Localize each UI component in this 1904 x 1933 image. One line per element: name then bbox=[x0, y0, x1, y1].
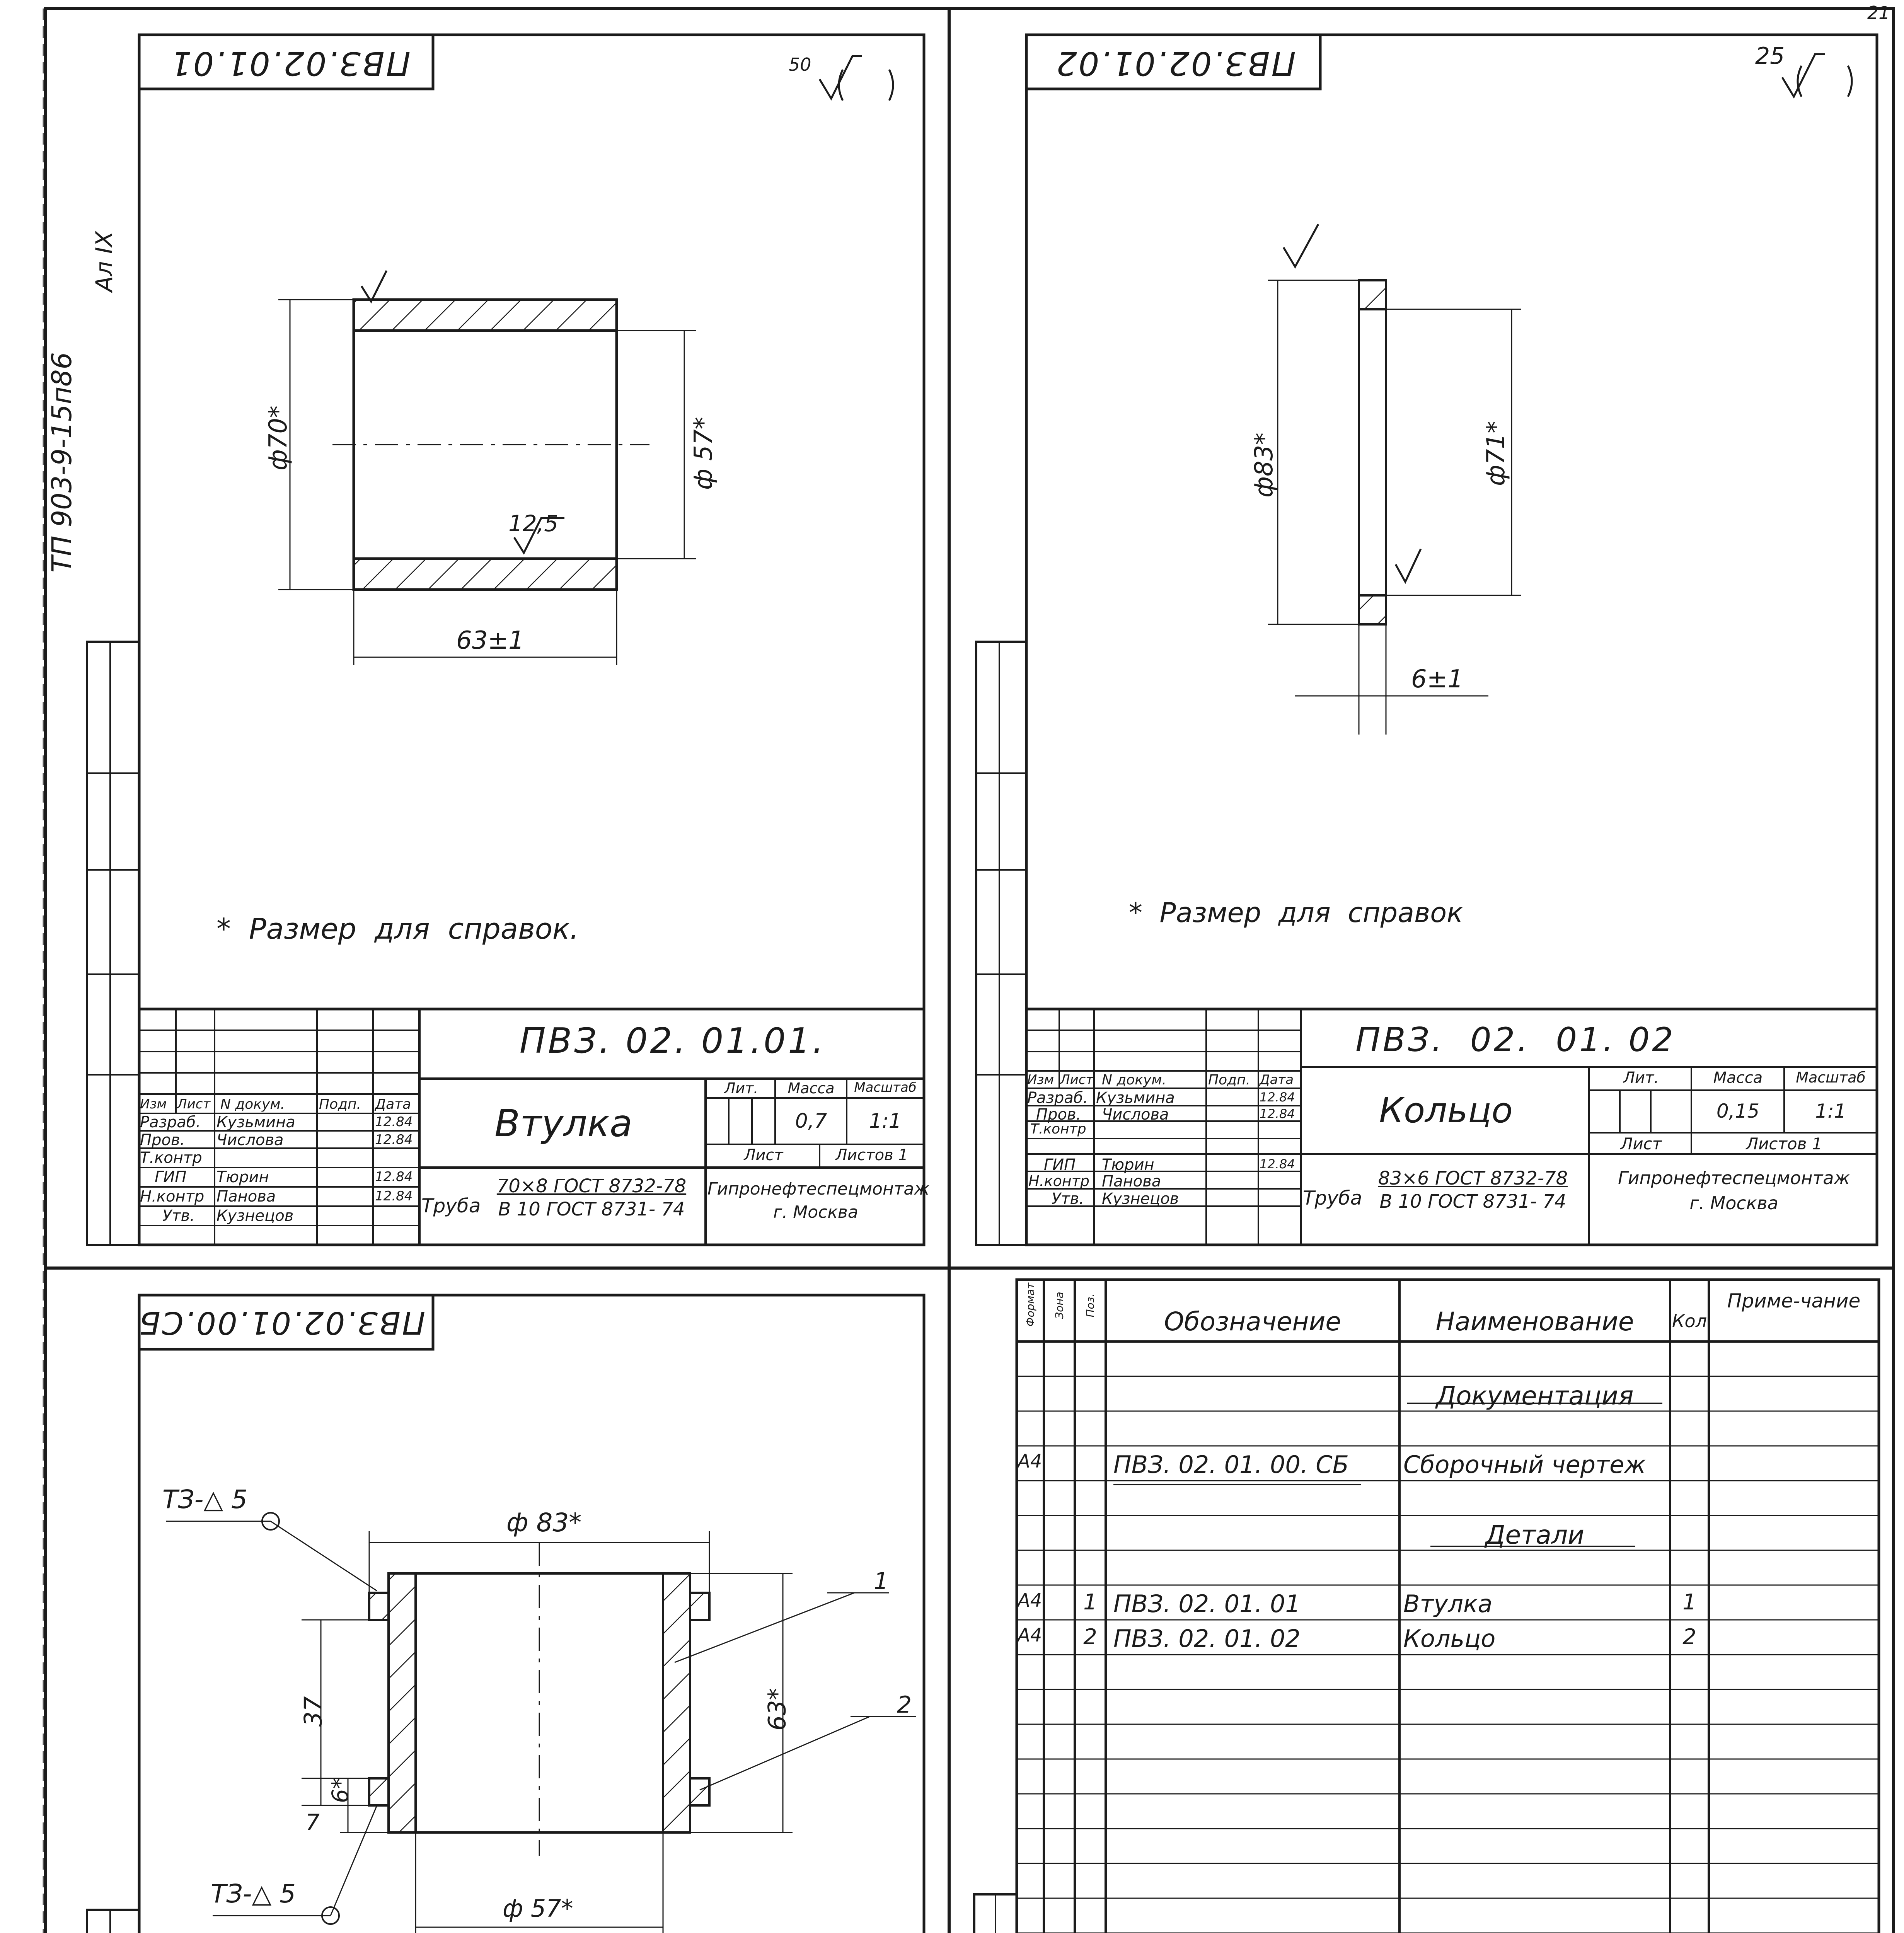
q3-dim-37: 37 bbox=[299, 1696, 327, 1727]
q1-note: * Размер для справок. bbox=[216, 912, 579, 946]
spec-row-poz: 1 bbox=[1083, 1590, 1097, 1615]
q2-ndokum-label: N докум. bbox=[1102, 1072, 1166, 1088]
spec-header-prim: Приме-чание bbox=[1727, 1290, 1861, 1312]
q1-ndokum-label: N докум. bbox=[220, 1096, 285, 1112]
q1-prov: Пров. bbox=[140, 1131, 185, 1149]
q1-list-label: Лист bbox=[744, 1146, 783, 1164]
q1-utv-name: Кузнецов bbox=[216, 1207, 294, 1225]
spec-row-oboz: ПВЗ. 02. 01. 00. СБ bbox=[1113, 1451, 1349, 1479]
q2-razrab-name: Кузьмина bbox=[1096, 1089, 1175, 1107]
spec-row-kol: 2 bbox=[1682, 1624, 1696, 1650]
q1-razrab-date: 12.84 bbox=[375, 1114, 413, 1130]
q1-material-1: 70×8 ГОСТ 8732-78 bbox=[496, 1175, 687, 1197]
q2-designation: ПВЗ. 02. 01. 02 bbox=[1355, 1021, 1676, 1059]
q3-weld-bottom: ТЗ-△ 5 bbox=[211, 1879, 296, 1909]
q2-org: Гипронефтеспецмонтаж bbox=[1618, 1168, 1850, 1188]
q1-razrab: Разраб. bbox=[140, 1113, 201, 1131]
spec-row-oboz: ПВЗ. 02. 01. 01 bbox=[1113, 1590, 1301, 1618]
q2-tkontr: Т.контр bbox=[1030, 1121, 1086, 1137]
q1-izm-label: Изм bbox=[140, 1096, 167, 1112]
spec-row-naim: Втулка bbox=[1403, 1590, 1493, 1618]
q2-material-1: 83×6 ГОСТ 8732-78 bbox=[1378, 1168, 1568, 1189]
q2-utv-name: Кузнецов bbox=[1102, 1190, 1179, 1208]
q3-pos-1: 1 bbox=[874, 1568, 889, 1595]
q3-dim-height: 63* bbox=[763, 1688, 791, 1731]
q1-masshtab-value: 1:1 bbox=[869, 1110, 902, 1133]
q2-city: г. Москва bbox=[1689, 1193, 1778, 1214]
q1-material-prefix: Труба bbox=[421, 1195, 481, 1217]
q1-designation: ПВЗ. 02. 01.01. bbox=[519, 1021, 826, 1061]
q1-gip-date: 12.84 bbox=[375, 1169, 413, 1185]
album-number: Ал IX bbox=[91, 231, 118, 292]
q2-lit-label: Лит. bbox=[1623, 1069, 1659, 1087]
q1-nkontr-name: Панова bbox=[216, 1188, 276, 1205]
q1-name: Втулка bbox=[494, 1102, 632, 1145]
q2-gip: ГИП bbox=[1044, 1156, 1076, 1174]
q1-nkontr-date: 12.84 bbox=[375, 1188, 413, 1204]
spec-row-oboz: ПВЗ. 02. 01. 02 bbox=[1113, 1624, 1301, 1653]
q1-massa-value: 0,7 bbox=[795, 1110, 827, 1133]
q1-code-rotated: ПВЗ.02.01.01 bbox=[169, 44, 411, 82]
q1-listov-value: 1 bbox=[898, 1146, 908, 1164]
q1-roughness-inner: 12,5 bbox=[508, 510, 559, 537]
q2-list-col-label: Лист bbox=[1060, 1072, 1094, 1088]
q1-data-label: Дата bbox=[375, 1096, 411, 1112]
q2-massa-label: Масса bbox=[1713, 1069, 1763, 1087]
q2-list-label: Лист bbox=[1620, 1134, 1662, 1153]
q1-podp-label: Подп. bbox=[319, 1096, 361, 1112]
q2-masshtab-value: 1:1 bbox=[1815, 1100, 1846, 1122]
q2-izm-label: Изм bbox=[1027, 1072, 1054, 1088]
q1-city: г. Москва bbox=[773, 1202, 858, 1222]
spec-row-format: А4 bbox=[1018, 1624, 1042, 1646]
spec-header-kol: Кол bbox=[1672, 1311, 1707, 1331]
q2-material-prefix: Труба bbox=[1303, 1187, 1362, 1209]
spec-row-naim: Документация bbox=[1436, 1381, 1634, 1411]
q1-utv: Утв. bbox=[162, 1207, 195, 1225]
q2-dim-width: 6±1 bbox=[1411, 665, 1464, 694]
q2-razrab: Разраб. bbox=[1027, 1089, 1088, 1107]
spec-row-format: А4 bbox=[1018, 1451, 1042, 1472]
q1-org: Гипронефтеспецмонтаж bbox=[707, 1179, 929, 1199]
q1-dim-length: 63±1 bbox=[456, 626, 524, 655]
spec-header-poz: Поз. bbox=[1084, 1293, 1097, 1318]
q2-listov-value: 1 bbox=[1812, 1134, 1822, 1153]
q1-dim-outer: ф70* bbox=[264, 405, 293, 470]
q3-dim-6: 6* bbox=[327, 1778, 353, 1803]
spec-row-naim: Сборочный чертеж bbox=[1403, 1451, 1646, 1479]
spec-header-naim: Наименование bbox=[1435, 1307, 1634, 1336]
q2-prov: Пров. bbox=[1036, 1106, 1081, 1123]
q1-prov-date: 12.84 bbox=[375, 1132, 413, 1147]
q1-list-col-label: Лист bbox=[177, 1096, 211, 1112]
q3-dim-inner: ф 57* bbox=[503, 1894, 573, 1923]
q1-prov-name: Числова bbox=[216, 1131, 284, 1149]
project-code: ТП 903-9-15п86 bbox=[46, 352, 78, 573]
q1-tkontr: Т.контр bbox=[140, 1149, 202, 1167]
q3-pos-2: 2 bbox=[897, 1691, 912, 1718]
q2-name: Кольцо bbox=[1379, 1090, 1513, 1131]
q2-prov-name: Числова bbox=[1102, 1106, 1169, 1123]
q3-dim-7: 7 bbox=[305, 1809, 320, 1836]
q1-razrab-name: Кузьмина bbox=[216, 1113, 295, 1131]
sheet-number: 21 bbox=[1867, 2, 1890, 23]
q2-utv: Утв. bbox=[1052, 1190, 1084, 1208]
q1-dim-inner: ф 57* bbox=[689, 417, 718, 490]
q2-roughness-value: 25 bbox=[1755, 43, 1785, 70]
spec-row-poz: 2 bbox=[1083, 1624, 1097, 1650]
q2-data-label: Дата bbox=[1260, 1072, 1294, 1088]
q2-gip-date: 12.84 bbox=[1260, 1157, 1295, 1171]
spec-row-format: А4 bbox=[1018, 1590, 1042, 1611]
spec-row-naim: Детали bbox=[1485, 1520, 1585, 1550]
q1-roughness-value: 50 bbox=[789, 54, 811, 75]
spec-row-kol: 1 bbox=[1682, 1590, 1696, 1615]
q3-weld-top: ТЗ-△ 5 bbox=[162, 1485, 248, 1514]
q2-dim-outer: ф83* bbox=[1250, 432, 1278, 498]
spec-header-zona: Зона bbox=[1053, 1292, 1066, 1319]
spec-row-naim: Кольцо bbox=[1403, 1624, 1496, 1653]
q2-prov-date: 12.84 bbox=[1260, 1106, 1295, 1121]
q2-gip-name: Тюрин bbox=[1102, 1156, 1154, 1174]
q1-lit-label: Лит. bbox=[724, 1080, 759, 1097]
q2-material-2: В 10 ГОСТ 8731- 74 bbox=[1379, 1191, 1566, 1212]
q2-dim-inner: ф71* bbox=[1482, 421, 1510, 486]
q3-code-rotated: ПВЗ.02.01.00.СБ bbox=[137, 1305, 425, 1341]
q1-listov-word: Листов bbox=[835, 1146, 893, 1164]
spec-header-oboz: Обозначение bbox=[1164, 1307, 1341, 1336]
q1-gip: ГИП bbox=[155, 1168, 187, 1186]
q1-massa-label: Масса bbox=[788, 1080, 835, 1097]
q2-code-rotated: ПВЗ.02.01.02 bbox=[1055, 44, 1296, 82]
q2-masshtab-label: Масштаб bbox=[1796, 1069, 1866, 1086]
q2-nkontr: Н.контр bbox=[1028, 1173, 1089, 1190]
q2-massa-value: 0,15 bbox=[1716, 1100, 1760, 1122]
q1-masshtab-label: Масштаб bbox=[854, 1080, 917, 1095]
q2-note: * Размер для справок bbox=[1129, 897, 1463, 929]
q2-podp-label: Подп. bbox=[1208, 1072, 1250, 1088]
q2-razrab-date: 12.84 bbox=[1260, 1090, 1295, 1105]
q1-nkontr: Н.контр bbox=[140, 1188, 205, 1205]
spec-header-format: Формат bbox=[1024, 1282, 1037, 1327]
q1-material-2: В 10 ГОСТ 8731- 74 bbox=[498, 1198, 685, 1220]
q2-listov-word: Листов bbox=[1746, 1134, 1807, 1153]
q1-gip-name: Тюрин bbox=[216, 1168, 269, 1186]
q2-nkontr-name: Панова bbox=[1102, 1173, 1161, 1190]
q3-dim-outer: ф 83* bbox=[506, 1508, 582, 1538]
